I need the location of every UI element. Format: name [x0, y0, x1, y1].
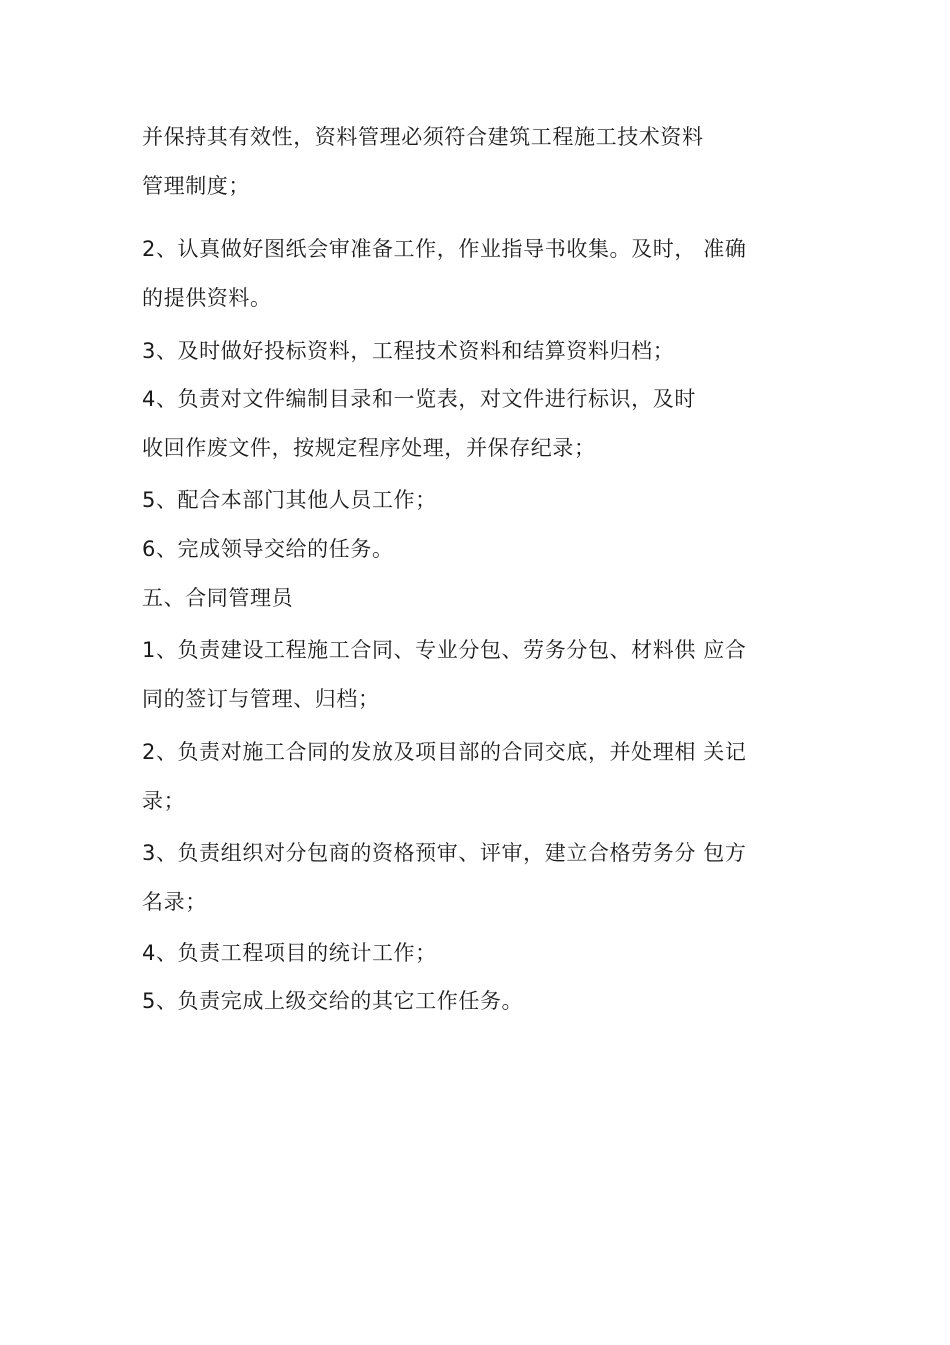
text-line: 收回作废文件，按规定程序处理，并保存纪录； — [142, 436, 596, 460]
text-line: 并保持其有效性，资料管理必须符合建筑工程施工技术资料 — [142, 125, 704, 149]
text-line: 3、负责组织对分包商的资格预审、评审，建立合格劳务分 包方 — [142, 841, 747, 865]
text-line: 同的签订与管理、归档； — [142, 687, 380, 711]
text-line: 名录； — [142, 890, 207, 914]
text-line: 管理制度； — [142, 174, 250, 198]
section-heading: 五、合同管理员 — [142, 586, 294, 610]
text-line: 1、负责建设工程施工合同、专业分包、劳务分包、材料供 应合 — [142, 638, 747, 662]
text-line: 4、负责对文件编制目录和一览表，对文件进行标识，及时 — [142, 387, 696, 411]
text-line: 的提供资料。 — [142, 286, 272, 310]
text-line: 3、及时做好投标资料，工程技术资料和结算资料归档； — [142, 339, 675, 363]
text-line: 2、认真做好图纸会审准备工作，作业指导书收集。及时， 准确 — [142, 237, 747, 261]
text-line: 录； — [142, 789, 186, 813]
text-line: 4、负责工程项目的统计工作； — [142, 941, 437, 965]
text-line: 5、负责完成上级交给的其它工作任务。 — [142, 989, 524, 1013]
text-line: 6、完成领导交给的任务。 — [142, 537, 394, 561]
text-line: 5、配合本部门其他人员工作； — [142, 488, 437, 512]
text-line: 2、负责对施工合同的发放及项目部的合同交底，并处理相 关记 — [142, 740, 747, 764]
